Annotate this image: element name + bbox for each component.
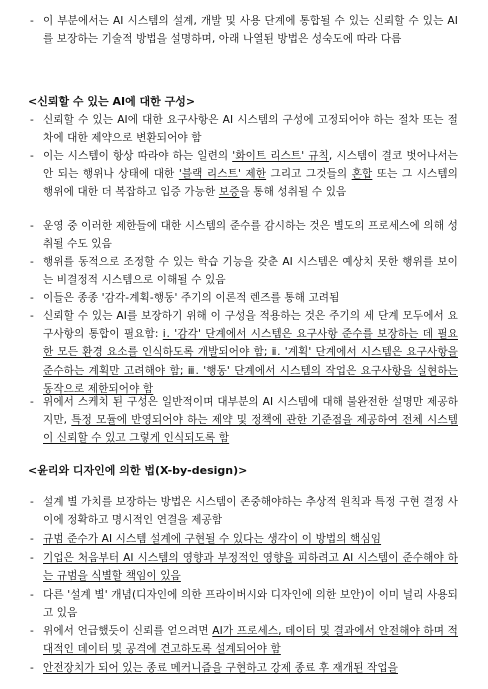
list-item [30,659,458,677]
underlined-text: AI가 프로세스, 데이터 및 결과에서 안전해야 하며 적대적인 데이터 및 공격에 견고하도록 설계되어야 함 [43,625,459,656]
underlined-text: ⅰ. '감각' 단계에서 시스템은 요구사항 준수를 보장하는 데 필요한 모든 환경 요소를 인식하도록 개발되어야 함; ⅱ. '계획' 단계에서 시스템은 요구사항을 준수하는 계획만 고려해야 함; ⅲ. '행동' 단계에서 시스템의 작업은 요구사항을 실현하는 동작으로 제한되어야 함 [43,328,458,395]
bullet-dash: - [30,533,34,545]
bullet-dash: - [30,15,34,27]
bullet-dash: - [30,150,34,162]
underlined-text: 특정 모듈에 반영되어야 하는 제약 및 정책에 관한 기준점을 제공하여 전체 시스템이 신뢰할 수 있고 그렇게 인식되도록 함 [43,414,458,445]
underlined-text: 보증 [218,186,240,199]
list-item-text [30,393,458,448]
list-item [30,289,458,307]
list-item [30,530,458,548]
list-item-text: 이들은 종종 '감각-계획-행동' 주기의 이론적 렌즈를 통해 고려됨 [43,292,340,304]
bullet-dash: - [30,589,34,601]
list-item-text: 신뢰할 수 있는 AI에 대한 요구사항은 AI 시스템의 구성에 고정되어야 하는 절차 또는 절차에 대한 제약으로 변환되어야 함 [43,114,458,145]
text-segment: 또는 그 시스템의 행위에 대한 더 복잡하고 입증 가능한 [43,168,458,199]
intro-text: 이 부분에서는 AI 시스템의 설계, 개발 및 사용 단계에 통합될 수 있는 신뢰할 수 있는 AI를 보장하는 기술적 방법을 설명하며, 아래 나열된 방법은 성숙도에 따라 다름 [43,15,458,46]
list-item [30,493,458,529]
text-segment: 그리고 그것들의 [266,168,352,181]
list-item [30,622,458,658]
underlined-text: '화이트 리스트' 규칙 [232,150,329,162]
list-item [30,307,458,398]
list-item-text: 운영 중 이러한 제한들에 대한 시스템의 준수를 감시하는 것은 별도의 프로세스에 의해 성취될 수도 있음 [43,220,458,251]
section-heading: <신뢰할 수 있는 AI에 대한 구성> [28,95,196,108]
list-item [30,253,458,289]
list-item [30,586,458,622]
list-item-text [30,622,458,658]
bullet-dash: - [30,625,34,637]
underlined-text: 규범 준수가 AI 시스템 설계에 구현될 수 있다는 생각이 이 방법의 핵심임 [43,533,382,545]
text-segment: 이는 시스템이 항상 따라야 하는 일련의 [43,150,233,162]
list-item [30,111,458,147]
bullet-dash: - [30,310,34,322]
text-segment: 을 통해 성취될 수 있음 [239,186,347,199]
list-item-text [30,307,458,398]
underlined-text: '블랙 리스트' 제한 [178,168,267,181]
list-item-text [30,147,458,202]
bullet-dash: - [30,552,34,564]
list-item [30,217,458,253]
section-heading: <윤리와 디자인에 의한 법(X-by-design)> [28,464,248,477]
text-segment: , 시스템이 결코 벗어나서는 안 되는 행위나 상태에 대한 [43,150,458,181]
bullet-dash: - [30,292,34,304]
underlined-text: 안전장치가 되어 있는 종료 메커니즘을 구현하고 강제 종료 후 재개된 작업을 [43,662,399,674]
underlined-text: 기업은 처음부터 AI 시스템의 영향과 부정적인 영향을 피하려고 AI 시스템이 준수해야 하는 규범을 식별할 책임이 있음 [43,552,458,583]
bullet-dash: - [30,114,34,126]
bullet-dash: - [30,662,34,674]
text-segment: 위에서 언급했듯이 신뢰를 얻으려면 [43,625,213,637]
underlined-text: 혼합 [351,168,373,181]
bullet-dash: - [30,396,34,408]
list-item [30,147,458,202]
bullet-dash: - [30,496,34,508]
list-item [30,549,458,585]
text-segment: 위에서 스케치 된 구성은 일반적이며 대부분의 AI 시스템에 대해 불완전한 설명만 제공하지만, [43,396,458,427]
list-item-text: 행위를 동적으로 조정할 수 있는 학습 기능을 갖춘 AI 시스템은 예상치 못한 행위를 보이는 비결정적 시스템으로 이해될 수 있음 [43,256,458,287]
list-item-text: 다른 '설계 별' 개념(디자인에 의한 프라이버시와 디자인에 의한 보안)이 이미 널리 사용되고 있음 [43,589,458,620]
bullet-dash: - [30,220,34,232]
text-segment: 신뢰할 수 있는 AI를 보장하기 위해 이 구성을 적용하는 것은 주기의 세 단계 모두에서 요구사항의 통합이 필요함: [43,310,458,341]
list-item [30,393,458,448]
list-item-text: 설계 별 가치를 보장하는 방법은 시스템이 존중해야하는 추상적 원칙과 특정 구현 결정 사이에 정확하고 명시적인 연결을 제공함 [43,496,458,527]
list-item [30,12,458,48]
bullet-dash: - [30,256,34,268]
